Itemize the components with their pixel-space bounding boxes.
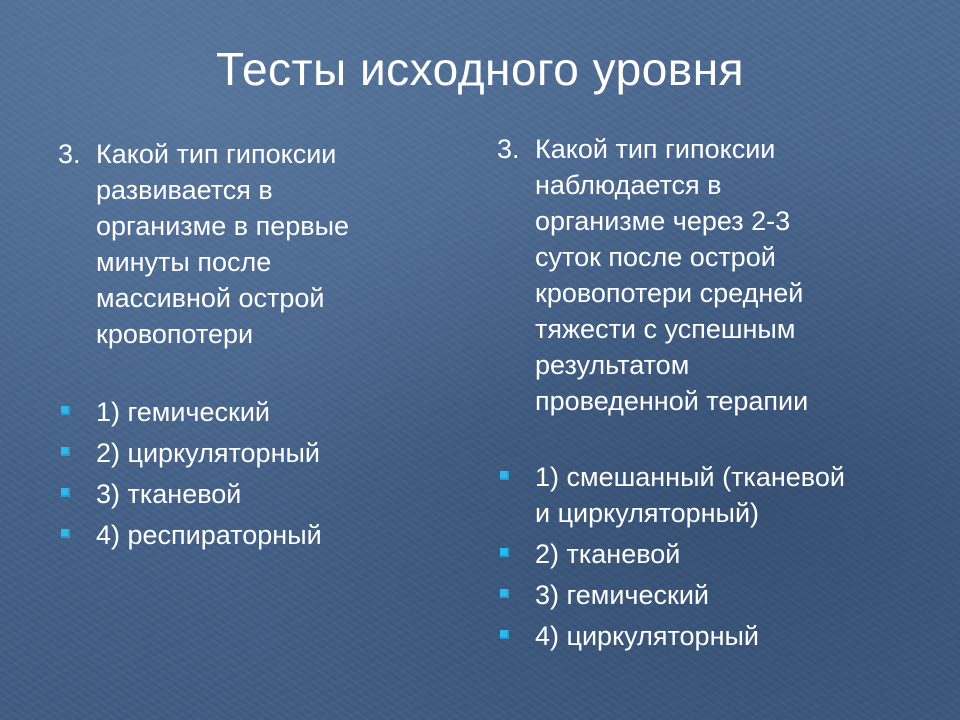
- square-bullet-icon: [61, 447, 70, 456]
- right-question-line: проведенной терапии: [535, 386, 809, 416]
- right-answer-option-1: [497, 459, 917, 531]
- right-answer-option-3: [497, 577, 917, 613]
- square-bullet-icon: [61, 406, 70, 415]
- square-bullet-icon: [500, 589, 509, 598]
- right-answer-option-4: [497, 618, 917, 654]
- right-question-line: тяжести с успешным: [535, 314, 796, 344]
- left-question-line: кровопотери: [96, 319, 254, 349]
- square-bullet-icon: [500, 548, 509, 557]
- right-question-line: наблюдается в: [535, 170, 722, 200]
- slide-title: Тесты исходного уровня: [215, 43, 745, 95]
- answer-text: 3) тканевой: [96, 479, 242, 509]
- answer-text-line: и циркуляторный): [535, 498, 760, 528]
- left-question-line: Какой тип гипоксии: [96, 139, 337, 169]
- answer-text: 1) гемический: [96, 397, 270, 427]
- left-answer-option-1: [58, 394, 438, 430]
- answer-text: 4) циркуляторный: [535, 621, 759, 651]
- left-question-number: 3.: [58, 139, 81, 169]
- answer-text: 3) гемический: [535, 580, 709, 610]
- right-question-column: [497, 131, 917, 659]
- left-question-line: развивается в: [96, 175, 273, 205]
- left-question-line: массивной острой: [96, 283, 325, 313]
- left-question-line: минуты после: [96, 247, 272, 277]
- left-answer-option-3: [58, 476, 438, 512]
- left-question-line: организме в первые: [96, 211, 350, 241]
- left-answer-list: [58, 394, 438, 553]
- right-question-line: организме через 2-3: [535, 206, 791, 236]
- right-question-line: результатом: [535, 350, 690, 380]
- right-question-line: Какой тип гипоксии: [535, 134, 776, 164]
- answer-text: 2) циркуляторный: [96, 438, 320, 468]
- left-question: [58, 136, 438, 352]
- right-answer-option-2: [497, 536, 917, 572]
- right-question-line: кровопотери средней: [535, 278, 804, 308]
- square-bullet-icon: [61, 488, 70, 497]
- right-question: [497, 131, 917, 419]
- answer-text-line: 1) смешанный (тканевой: [535, 462, 845, 492]
- right-question-line: суток после острой: [535, 242, 776, 272]
- right-answer-list: [497, 459, 917, 654]
- square-bullet-icon: [500, 471, 509, 480]
- answer-text: 4) респираторный: [96, 520, 322, 550]
- square-bullet-icon: [61, 529, 70, 538]
- answer-text: 2) тканевой: [535, 539, 681, 569]
- square-bullet-icon: [500, 630, 509, 639]
- left-answer-option-2: [58, 435, 438, 471]
- right-question-number: 3.: [497, 134, 520, 164]
- left-question-column: [58, 136, 438, 558]
- left-answer-option-4: [58, 517, 438, 553]
